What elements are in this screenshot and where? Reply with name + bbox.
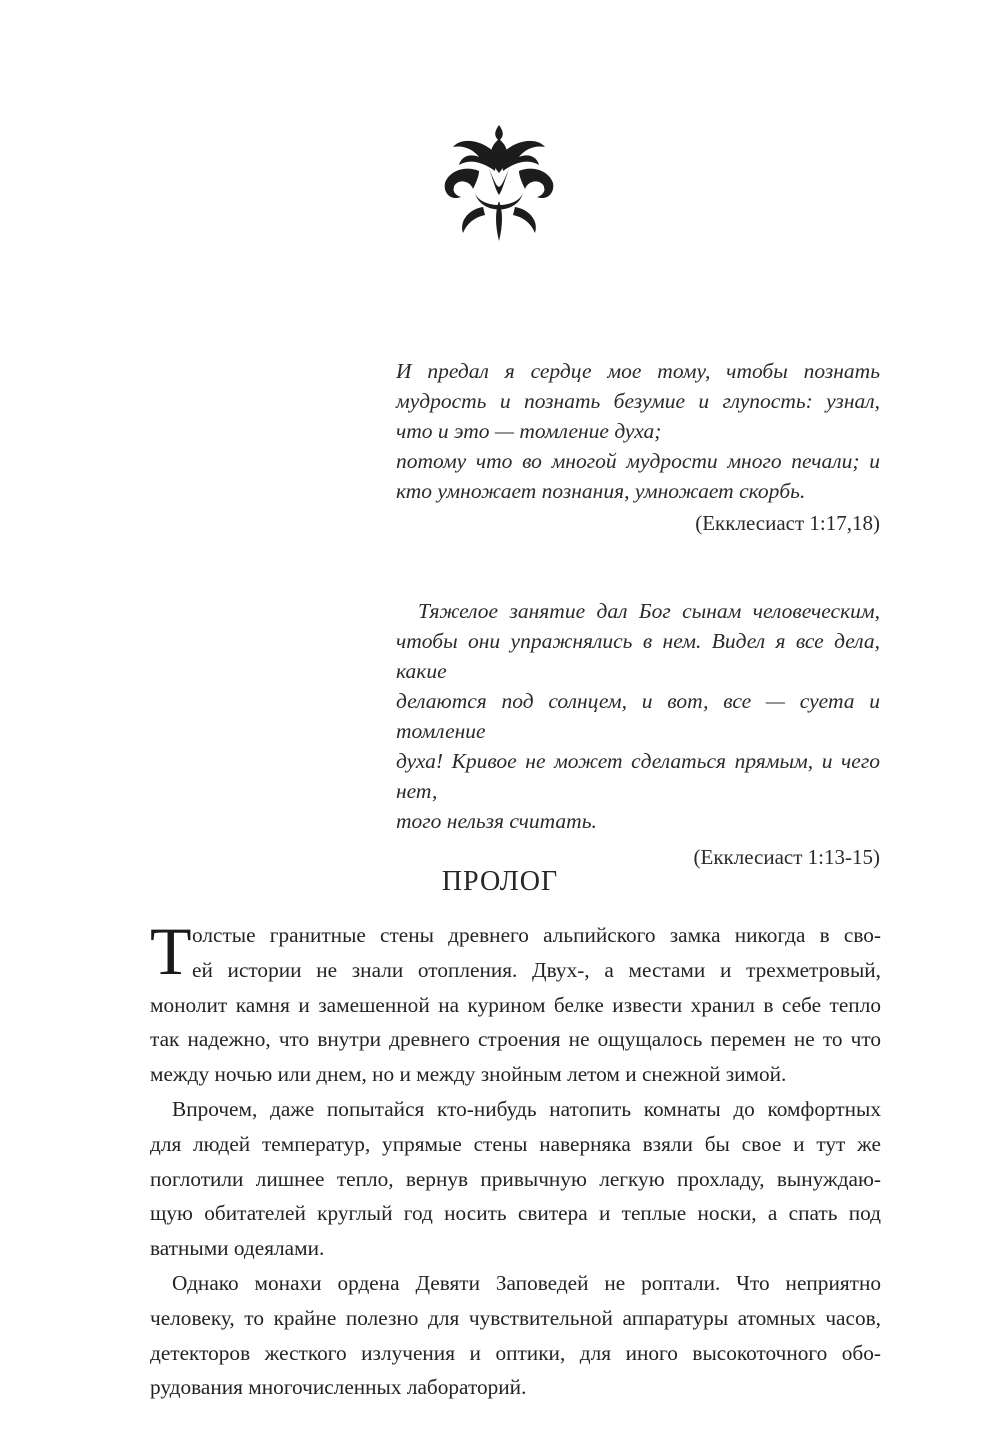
chapter-title: ПРОЛОГ (441, 866, 559, 897)
paragraph (150, 1266, 881, 1405)
drop-cap: Т (150, 913, 192, 989)
paragraph-line: Впрочем, даже попытайся кто-нибудь натопить комнаты до комфортных (172, 1096, 881, 1121)
paragraph-line: поглотили лишнее тепло, вернув привычную легкую прохладу, вынуждаю- (150, 1166, 881, 1191)
epigraph-line: Тяжелое занятие дал Бог сынам человеческим, (418, 599, 880, 623)
epigraph-line: И предал я сердце мое тому, чтобы познать (396, 359, 880, 383)
epigraph-line: того нельзя считать. (396, 809, 597, 833)
epigraph-line: чтобы они упражнялись в нем. Видел я все дела, какие (396, 629, 880, 683)
chapter-body (150, 913, 881, 1405)
paragraph-line: детекторов жесткого излучения и оптики, для иного высокоточного обо- (150, 1340, 881, 1365)
floral-ornament-icon (439, 125, 559, 241)
epigraph-ecclesiastes-1-17 (396, 356, 880, 538)
epigraph-ecclesiastes-1-13 (396, 596, 880, 872)
epigraph-source: (Екклесиаст 1:13-15) (693, 845, 880, 869)
epigraph-line: духа! Кривое не может сделаться прямым, и чего нет, (396, 749, 880, 803)
epigraph-source: (Екклесиаст 1:17,18) (695, 511, 880, 535)
paragraph-line: ей истории не знали отопления. Двух-, а местами и трехметровый, (192, 957, 881, 982)
paragraph-line: щую обитателей круглый год носить свитера и теплые носки, а спать под (150, 1201, 881, 1226)
paragraph (150, 1092, 881, 1266)
paragraph-line: так надежно, что внутри древнего строения не ощущалось перемен не то что (150, 1027, 881, 1052)
epigraph-line: кто умножает познания, умножает скорбь. (396, 479, 806, 503)
epigraph-line: что и это — томление духа; (396, 419, 662, 443)
paragraph-line: Однако монахи ордена Девяти Заповедей не роптали. Что неприятно (172, 1270, 881, 1295)
paragraph (150, 913, 881, 1092)
paragraph-line: рудования многочисленных лабораторий. (150, 1375, 527, 1400)
paragraph-line: человеку, то крайне полезно для чувствительной аппаратуры атомных часов, (150, 1305, 881, 1330)
paragraph-line: ватными одеялами. (150, 1236, 325, 1261)
paragraph-line: монолит камня и замешенной на курином белке извести хранил в себе тепло (150, 992, 881, 1017)
epigraph-line: делаются под солнцем, и вот, все — суета и томление (396, 689, 880, 743)
paragraph-line: между ночью или днем, но и между знойным летом и снежной зимой. (150, 1062, 787, 1087)
paragraph-line: олстые гранитные стены древнего альпийского замка никогда в сво- (192, 923, 881, 947)
paragraph-line: для людей температур, упрямые стены наверняка взяли бы свое и тут же (150, 1131, 881, 1156)
epigraph-line: мудрость и познать безумие и глупость: узнал, (396, 389, 880, 413)
epigraph-line: потому что во многой мудрости много печали; и (396, 449, 880, 473)
